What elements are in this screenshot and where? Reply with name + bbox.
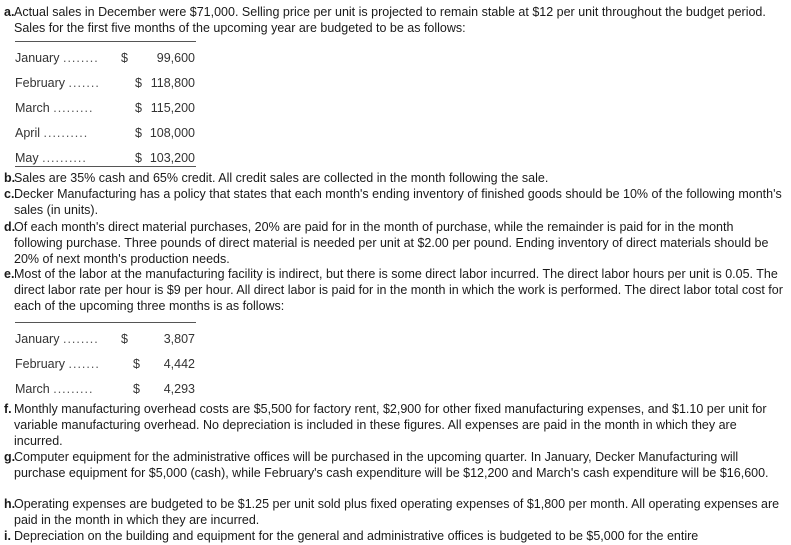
item-h-text: Operating expenses are budgeted to be $1.25 per unit sold plus fixed operating expenses of $1,800 per month. All operating expenses are paid in the month in which they are incurred.: [14, 497, 780, 527]
sales-row-february: [15, 75, 196, 91]
sales-amount: 118,800: [150, 76, 195, 90]
item-i: [4, 528, 784, 544]
sales-month: March: [15, 101, 50, 115]
sales-amount: 115,200: [150, 101, 195, 115]
item-a-label: a.: [4, 5, 15, 19]
labor-amount: 4,442: [163, 357, 195, 371]
sales-row-may: [15, 150, 196, 166]
labor-row-february: [15, 356, 196, 372]
item-f: [4, 401, 784, 449]
item-e: [4, 266, 784, 314]
sales-amount: 99,600: [156, 51, 195, 65]
currency-sign: $: [135, 126, 142, 140]
item-e-label: e.: [4, 267, 15, 281]
item-c-text: Decker Manufacturing has a policy that states that each month's ending inventory of finished goods should be 10% of the following month's sales (in units).: [14, 187, 782, 217]
leader-dots: .......: [68, 76, 100, 90]
item-g-text: Computer equipment for the administrative offices will be purchased in the upcoming quarter. In January, Decker Manufacturing will purchase equipment for $5,000 (cash), while February's cash expenditure will be $12,200 and March's cash expenditure will be $16,600.: [14, 450, 769, 480]
sales-amount: 103,200: [149, 151, 195, 165]
item-c-label: c.: [4, 187, 15, 201]
item-i-label: i.: [4, 529, 11, 543]
item-h: [4, 496, 784, 528]
currency-sign: $: [135, 151, 142, 165]
labor-month: March: [15, 382, 50, 396]
currency-sign: $: [135, 76, 142, 90]
item-c: [4, 186, 784, 218]
sales-amount: 108,000: [149, 126, 195, 140]
item-d-label: d.: [4, 220, 16, 234]
sales-month: May: [15, 151, 39, 165]
item-i-text: Depreciation on the building and equipment for the general and administrative offices is budgeted to be $5,000 for the entire: [14, 529, 699, 543]
leader-dots: .........: [53, 382, 94, 396]
currency-sign: $: [133, 382, 140, 396]
sales-month: January: [15, 51, 60, 65]
labor-amount: 4,293: [163, 382, 195, 396]
item-f-text: Monthly manufacturing overhead costs are $5,500 for factory rent, $2,900 for other fixed manufacturing expenses, and $1.10 per unit for variable manufacturing overhead. No depreciation is included in these figures. All expenses are paid in the month in which they are incurred.: [14, 402, 767, 448]
labor-table: [15, 322, 196, 398]
item-b-text: Sales are 35% cash and 65% credit. All credit sales are collected in the month following the sale.: [14, 171, 549, 185]
leader-dots: .......: [68, 357, 100, 371]
item-h-label: h.: [4, 497, 16, 511]
sales-month: April: [15, 126, 41, 140]
sales-row-march: [15, 100, 196, 116]
leader-dots: ........: [62, 332, 99, 346]
table-underline: [15, 166, 196, 167]
leader-dots: ..........: [42, 151, 87, 165]
labor-month: February: [15, 357, 66, 371]
item-e-text: Most of the labor at the manufacturing facility is indirect, but there is some direct labor incurred. The direct labor hours per unit is 0.05. The direct labor rate per hour is $9 per hour. All direct labor is paid for in the month in which the work is performed. The direct labor total cost for each of the upcoming three months is as follows:: [14, 267, 783, 313]
item-b-label: b.: [4, 171, 16, 185]
labor-month: January: [15, 332, 60, 346]
sales-row-april: [15, 125, 196, 141]
item-g: [4, 449, 784, 481]
currency-sign: $: [121, 51, 128, 65]
currency-sign: $: [121, 332, 128, 346]
item-d-text: Of each month's direct material purchases, 20% are paid for in the month of purchase, while the remainder is paid for in the month following purchase. Three pounds of direct material is needed per unit at $2.00 per pound. Ending inventory of direct materials should be 20% of next month's production needs.: [14, 220, 769, 266]
labor-row-january: [15, 331, 196, 347]
currency-sign: $: [135, 101, 142, 115]
leader-dots: ........: [62, 51, 99, 65]
labor-amount: 3,807: [163, 332, 195, 346]
item-g-label: g.: [4, 450, 16, 464]
item-a: [4, 4, 784, 36]
item-f-label: f.: [4, 402, 12, 416]
item-b: [4, 170, 784, 186]
sales-row-january: [15, 50, 196, 66]
leader-dots: ..........: [43, 126, 89, 140]
item-d: [4, 219, 784, 267]
item-a-text: Actual sales in December were $71,000. Selling price per unit is projected to remain stable at $12 per unit throughout the budget period. Sales for the first five months of the upcoming year are budgeted to be as follows:: [14, 5, 766, 35]
leader-dots: .........: [53, 101, 94, 115]
sales-month: February: [15, 76, 66, 90]
sales-table: [15, 41, 196, 168]
currency-sign: $: [133, 357, 140, 371]
labor-row-march: [15, 381, 196, 397]
